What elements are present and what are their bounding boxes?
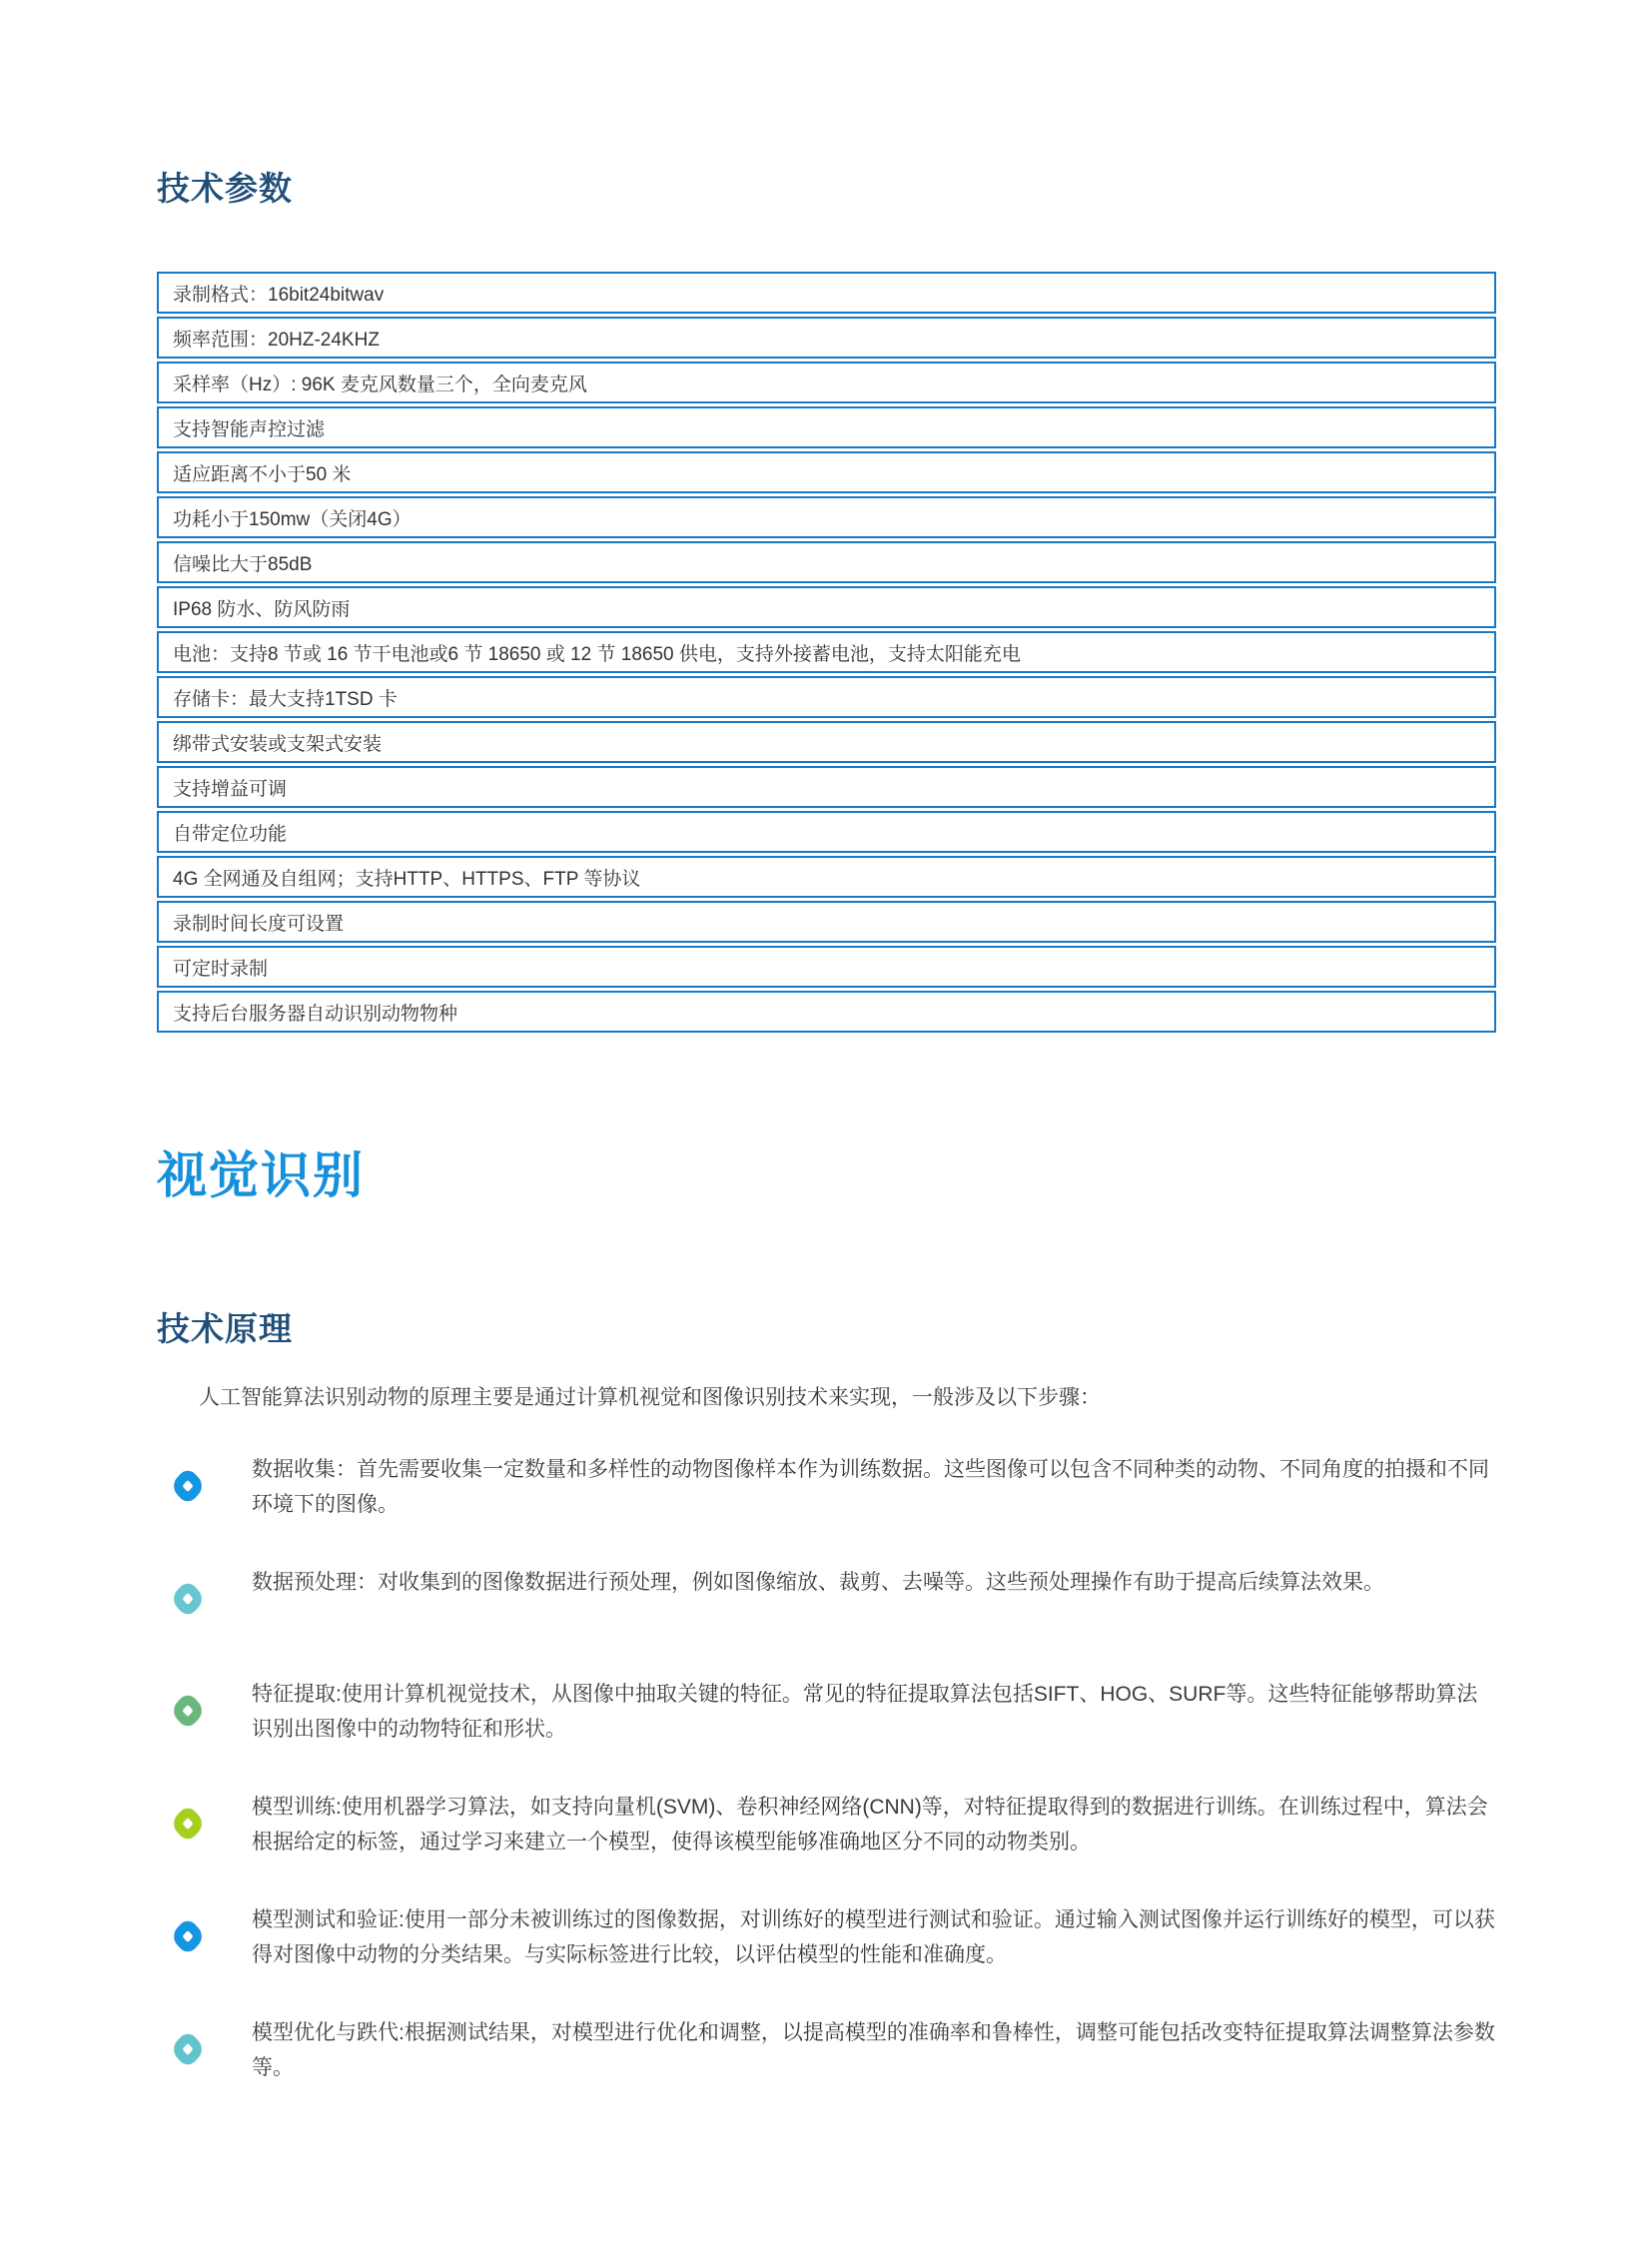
list-item-model-testing: [157, 1901, 1496, 1972]
table-row: [157, 991, 1496, 1033]
table-row: [157, 631, 1496, 673]
diamond-outline-icon: [170, 2029, 207, 2069]
list-item-text: 数据收集：首先需要收集一定数量和多样性的动物图像样本作为训练数据。这些图像可以包含不同种类的动物、不同角度的拍摄和不同环境下的图像。: [252, 1458, 1489, 1516]
table-row: [157, 811, 1496, 853]
list-item-data-collection: [157, 1451, 1496, 1522]
intro-paragraph: 人工智能算法识别动物的原理主要是通过计算机视觉和图像识别技术来实现，一般涉及以下步骤：: [199, 1386, 1101, 1409]
table-cell-text: 信噪比大于85dB: [173, 553, 313, 575]
table-cell-text: 频率范围：20HZ-24KHZ: [173, 329, 380, 351]
table-row: [157, 541, 1496, 583]
diamond-outline-icon: [170, 1691, 207, 1731]
list-item-model-optimization: [157, 2014, 1496, 2085]
table-cell-text: 绑带式安装或支架式安装: [173, 733, 383, 755]
table-cell-text: 4G 全网通及自组网；支持HTTP、HTTPS、FTP 等协议: [173, 868, 641, 890]
table-cell-text: 可定时录制: [173, 958, 269, 980]
diamond-outline-icon: [170, 1466, 207, 1506]
section-title-technical-parameters: 技术参数: [157, 170, 293, 207]
bullet-icon-wrap: [157, 1676, 219, 1746]
list-item-text: 数据预处理：对收集到的图像数据进行预处理，例如图像缩放、裁剪、去噪等。这些预处理操作有助于提高后续算法效果。: [252, 1571, 1384, 1594]
table-cell-text: 电池：支持8 节或 16 节干电池或6 节 18650 或 12 节 18650 供电，支持外接蓄电池，支持太阳能充电: [173, 643, 1021, 665]
table-row: [157, 856, 1496, 898]
bullet-icon-wrap: [157, 1451, 219, 1521]
diamond-outline-icon: [170, 1916, 207, 1956]
list-item-text: 模型测试和验证:使用一部分未被训练过的图像数据，对训练好的模型进行测试和验证。通过输入测试图像并运行训练好的模型，可以获得对图像中动物的分类结果。与实际标签进行比较，以评估模型的性能和准确度。: [252, 1908, 1495, 1966]
section-title-visual-recognition: 视觉识别: [157, 1147, 365, 1203]
table-cell-text: 支持后台服务器自动识别动物物种: [173, 1003, 458, 1025]
table-row: [157, 946, 1496, 988]
list-item-feature-extraction: [157, 1676, 1496, 1747]
table-row: [157, 901, 1496, 943]
table-cell-text: 存储卡：最大支持1TSD 卡: [173, 688, 398, 710]
diamond-outline-icon: [170, 1579, 207, 1619]
table-cell-text: IP68 防水、防风防雨: [173, 598, 351, 620]
table-row: [157, 451, 1496, 493]
bullet-icon-wrap: [157, 1789, 219, 1859]
subsection-title-technical-principle: 技术原理: [157, 1310, 293, 1347]
table-cell-text: 录制时间长度可设置: [173, 913, 345, 935]
list-item-data-preprocessing: [157, 1564, 1496, 1634]
table-cell-text: 支持智能声控过滤: [173, 418, 326, 440]
list-item-model-training: [157, 1789, 1496, 1860]
table-row: [157, 496, 1496, 538]
steps-list: [157, 1451, 1496, 2085]
table-cell-text: 采样率（Hz）: 96K 麦克风数量三个，全向麦克风: [173, 374, 587, 395]
list-item-text: 模型优化与跌代:根据测试结果，对模型进行优化和调整，以提高模型的准确率和鲁棒性，调整可能包括改变特征提取算法调整算法参数等。: [252, 2021, 1495, 2079]
table-cell-text: 支持增益可调: [173, 778, 288, 800]
document-page: [157, 0, 1496, 2085]
bullet-icon-wrap: [157, 2014, 219, 2084]
diamond-outline-icon: [170, 1804, 207, 1844]
table-row: [157, 766, 1496, 808]
bullet-icon-wrap: [157, 1901, 219, 1971]
table-row: [157, 317, 1496, 359]
list-item-text: 特征提取:使用计算机视觉技术，从图像中抽取关键的特征。常见的特征提取算法包括SIFT、HOG、SURF等。这些特征能够帮助算法识别出图像中的动物特征和形状。: [252, 1683, 1478, 1741]
table-cell-text: 功耗小于150mw（关闭4G）: [173, 508, 412, 530]
bullet-icon-wrap: [157, 1564, 219, 1634]
table-row: [157, 406, 1496, 448]
spec-table: [157, 272, 1496, 1033]
table-cell-text: 自带定位功能: [173, 823, 288, 845]
table-row: [157, 272, 1496, 314]
table-row: [157, 676, 1496, 718]
table-row: [157, 362, 1496, 403]
table-row: [157, 586, 1496, 628]
table-cell-text: 适应距离不小于50 米: [173, 463, 352, 485]
list-item-text: 模型训练:使用机器学习算法，如支持向量机(SVM)、卷积神经网络(CNN)等，对特征提取得到的数据进行训练。在训练过程中，算法会根据给定的标签，通过学习来建立一个模型，使得该模型能够准确地区分不同的动物类别。: [252, 1796, 1488, 1854]
table-cell-text: 录制格式：16bit24bitwav: [173, 284, 385, 306]
table-row: [157, 721, 1496, 763]
